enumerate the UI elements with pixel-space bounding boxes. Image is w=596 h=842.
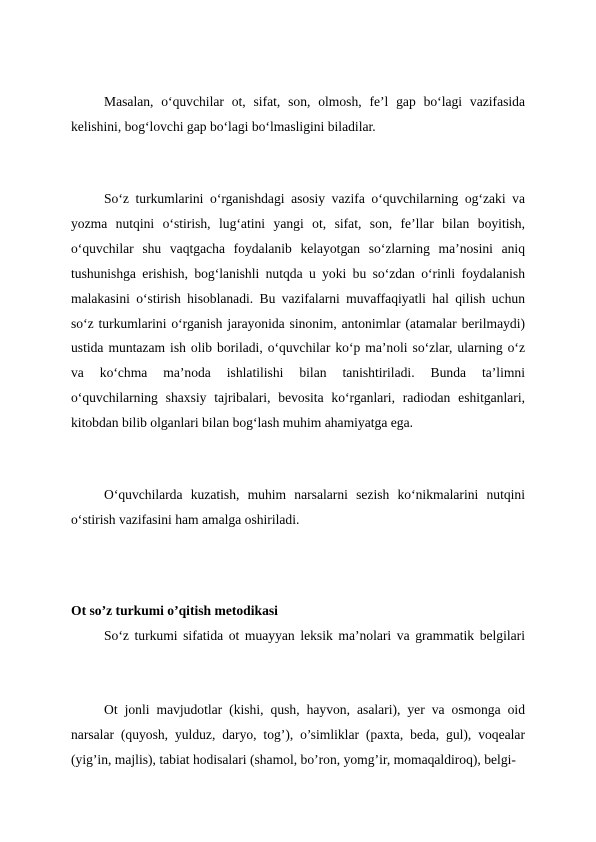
paragraph-masalan: Masalan, o‘quvchilar ot, sifat, son, olmosh, fe’l gap bo‘lagi vazifasida kelishini, bog‘lovchi gap bo‘lagi bo‘lmasligini biladilar. [71,94,525,134]
paragraph-ot-belgilari: So‘z turkumi sifatida ot muayyan leksik ma’nolari va grammatik belgilari [104,628,525,643]
paragraph-ot-jonli: Ot jonli mavjudotlar (kishi, qush, hayvon, asalari), yer va osmonga oid narsalar (quyosh, yulduz, daryo, tog’), o’simliklar (paxta, beda, gul), voqealar (yig’in, majlis), tabiat hodisalari (shamol, bo’ron, yomg’ir, momaqaldiroq), belgi- [71,702,525,767]
paragraph-soz-turkumlari: So‘z turkumlarini o‘rganishdagi asosiy vazifa o‘quvchilarning og‘zaki va yozma nutqini o‘stirish, lug‘atini yangi ot, sifat, son, fe’llar bilan boyitish, o‘quvchilar shu vaqtgacha foydalanib kelayotgan so‘zlarning ma’nosini aniq tushunishga erishish, bog‘lanishli nutqda u yoki bu so‘zdan o‘rinli foydalanish malakasini o‘stirish hisoblanadi. Bu vazifalarni muvaffaqiyatli hal qilish uchun so‘z turkumlarini o‘rganish jarayonida sinonim, antonimlar (atamalar berilmaydi) ustida muntazam ish olib boriladi, o‘quvchilar ko‘p ma’noli so‘zlar, ularning o‘z va ko‘chma ma’noda ishlatilishi bilan tanishtiriladi. Bunda ta’limni o‘quvchilarning shaxsiy tajribalari, bevosita ko‘rganlari, radiodan eshitganlari, kitobdan bilib olganlari bilan bog‘lash muhim ahamiyatga ega. [71,191,525,431]
section-heading: Ot so’z turkumi o’qitish metodikasi [71,603,278,618]
paragraph-kuzatish: O‘quvchilarda kuzatish, muhim narsalarni sezish ko‘nikmalarini nutqini o‘stirish vazifasini ham amalga oshiriladi. [71,487,525,527]
